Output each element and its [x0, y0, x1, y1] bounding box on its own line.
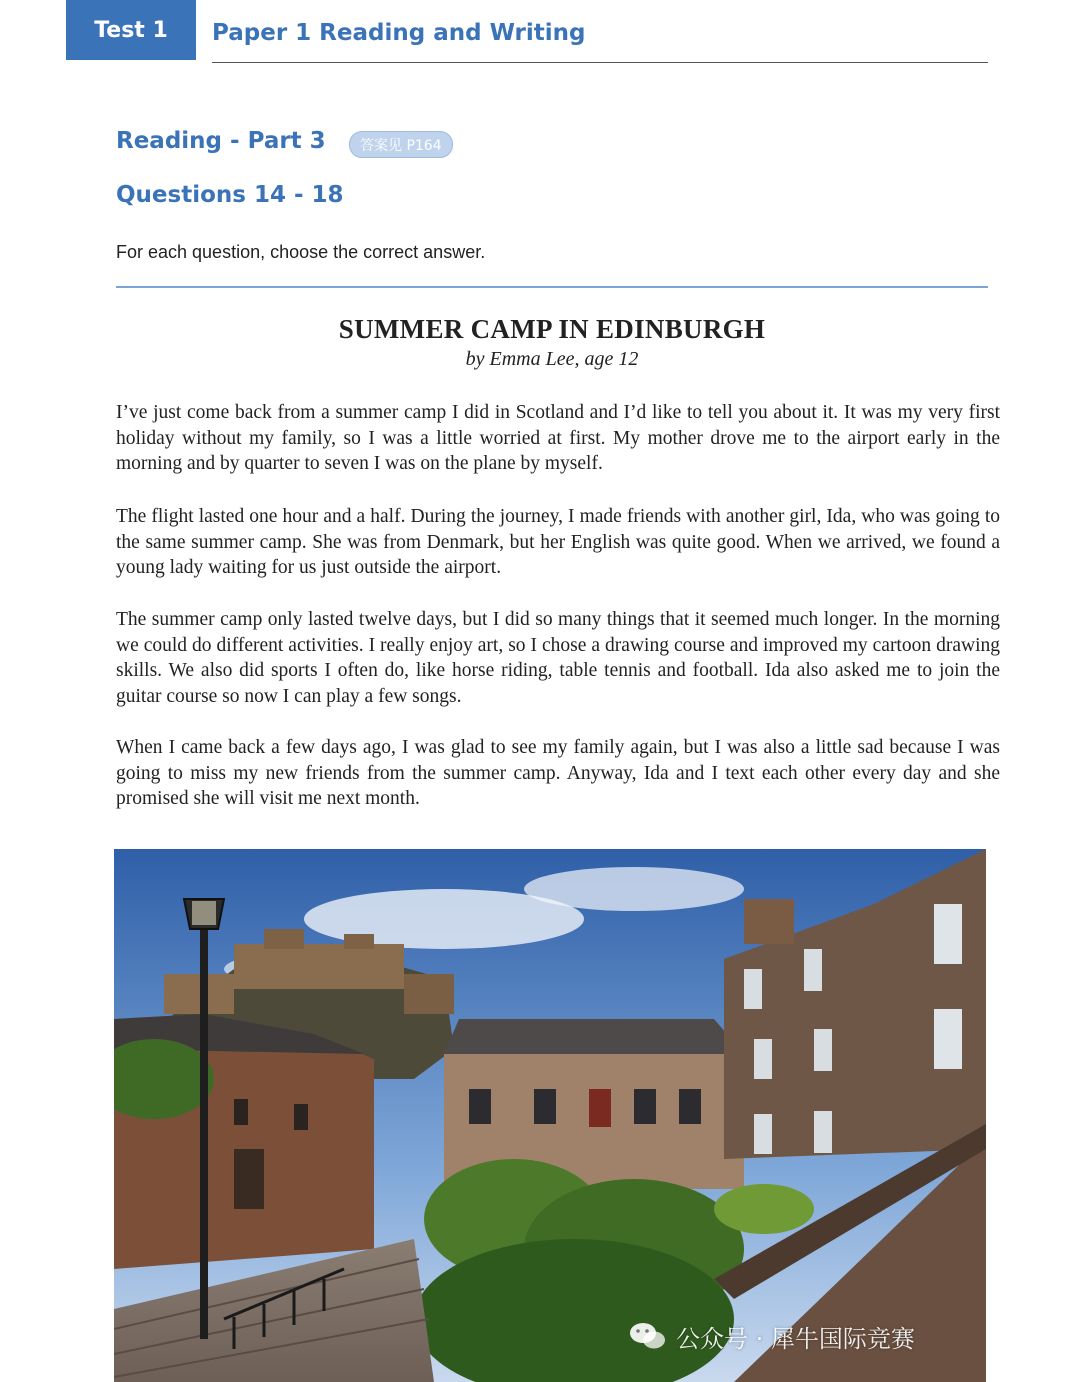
header-divider [212, 62, 988, 63]
article-paragraph-4: When I came back a few days ago, I was glad to see my family again, but I was also a little sad because I was going to miss my new friends from the summer camp. Anyway, Ida and I text each other every day and she promised she will visit me next month. [116, 737, 1000, 810]
test-label: Test 1 [66, 0, 196, 60]
article-paragraph-3: The summer camp only lasted twelve days, but I did so many things that it seemed much longer. In the morning we could do different activities. I really enjoy art, so I chose a drawing course and improved my cartoon drawing skills. We also did sports I often do, like horse riding, table tennis and football. Ida also asked me to join the guitar course so now I can play a few songs. [116, 609, 1000, 707]
edinburgh-street-photo [114, 849, 986, 1382]
instruction-text: For each question, choose the correct answer. [116, 242, 486, 262]
section-title: Reading - Part 3 [116, 128, 326, 154]
article-byline: by Emma Lee, age 12 [465, 348, 639, 370]
article-title: SUMMER CAMP IN EDINBURGH [338, 314, 766, 344]
article-paragraph-2: The flight lasted one hour and a half. During the journey, I made friends with another girl, Ida, who was going to the same summer camp. She was from Denmark, but her English was quite good. When we arrived, we found a young lady waiting for us just outside the airport. [116, 506, 1000, 579]
wechat-icon [628, 1320, 668, 1352]
instruction-divider [116, 286, 988, 288]
answer-badge: 答案见 P164 [349, 131, 453, 158]
article-paragraph-1: I’ve just come back from a summer camp I did in Scotland and I’d like to tell you about it. It was my very first holiday without my family, so I was a little worried at first. My mother drove me to the airport early in the morning and by quarter to seven I was on the plane by myself. [116, 402, 1000, 475]
questions-title: Questions 14 - 18 [116, 182, 344, 208]
watermark-text: 公众号 · 犀牛国际竞赛 [676, 1324, 915, 1353]
watermark [628, 1316, 915, 1356]
paper-title: Paper 1 Reading and Writing [212, 20, 586, 46]
